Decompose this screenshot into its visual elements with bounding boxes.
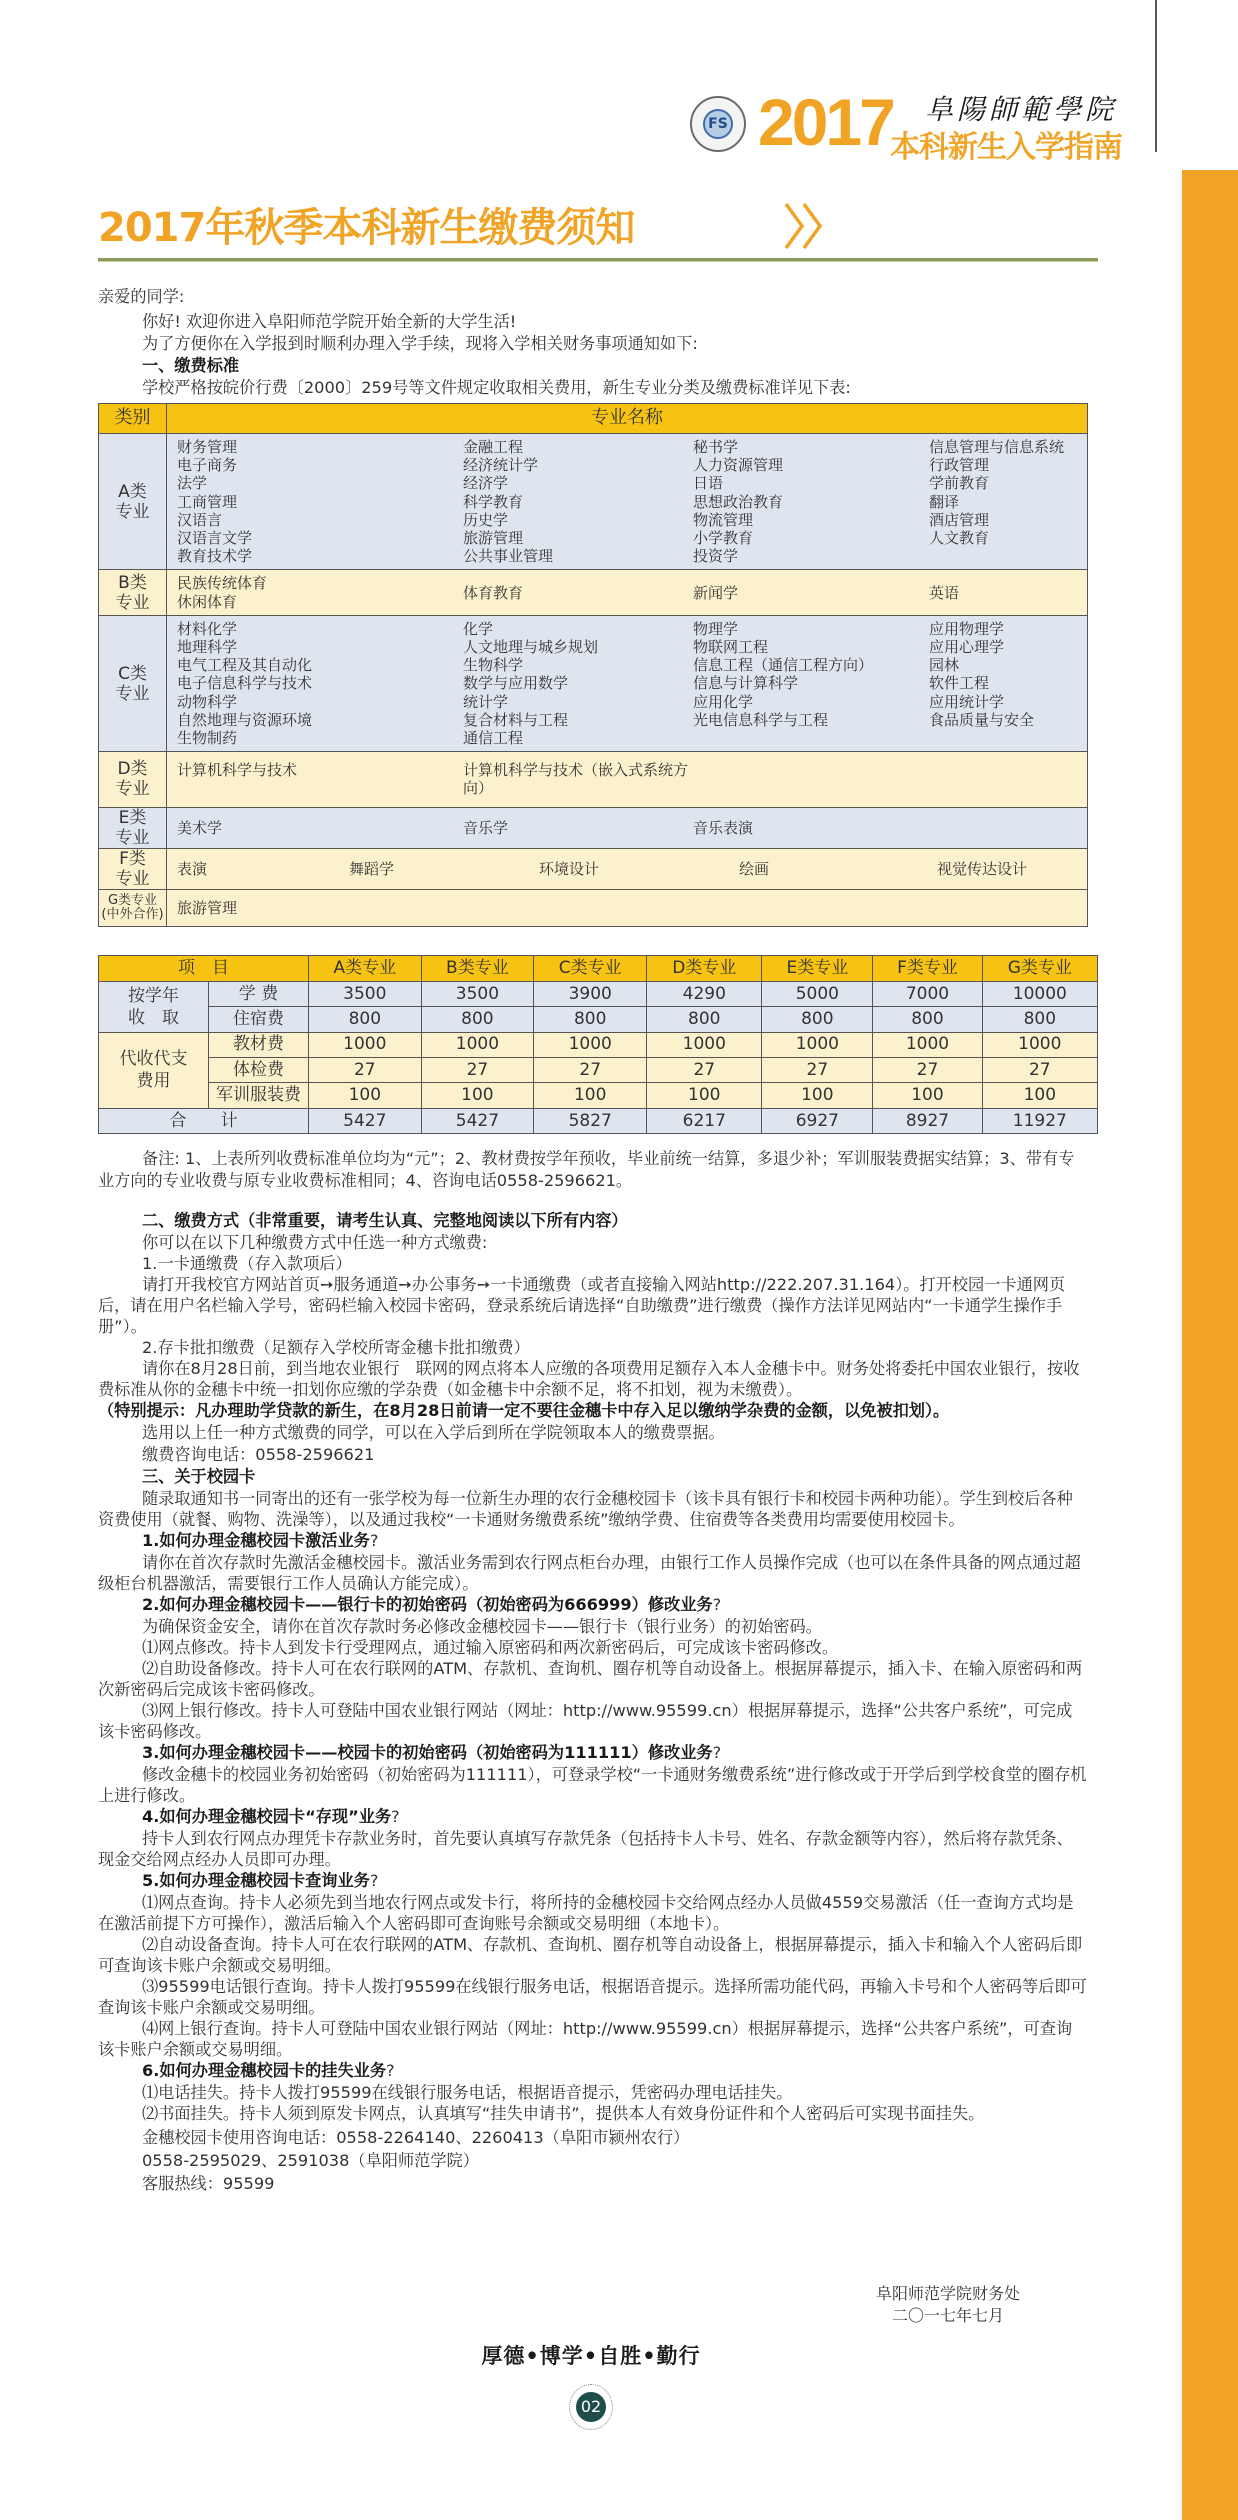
fee-value: 1000	[647, 1032, 762, 1057]
fee-total-value: 11927	[982, 1108, 1097, 1133]
major-name: 秘书学	[693, 438, 739, 456]
fee-value: 800	[309, 1007, 422, 1032]
fee-value: 1000	[309, 1032, 422, 1057]
major-name: 日语	[693, 474, 724, 493]
category-label-line: E类	[118, 807, 147, 828]
brand-year: 2017	[758, 85, 893, 159]
fee-value: 27	[762, 1058, 873, 1083]
major-name: 通信工程	[463, 729, 524, 748]
q5-option-4: ⑷网上银行查询。持卡人可登陆中国农业银行网站（网址：http://www.95599.cn）根据屏幕提示，选择“公共客户系统”，可查询该卡账户余额或交易明细。	[98, 2019, 1073, 2060]
major-column	[739, 860, 937, 878]
fee-item-name: 住宿费	[209, 1007, 309, 1032]
category-label-line: B类	[118, 572, 147, 593]
fee-column-header: F类专业	[873, 955, 982, 981]
major-name: 应用化学	[693, 692, 754, 711]
major-column	[937, 860, 1087, 878]
payment-phone: 缴费咨询电话：0558-2596621	[142, 1445, 375, 1465]
major-column	[349, 860, 539, 878]
fee-column-header: E类专业	[762, 955, 873, 981]
q2-heading: 2.如何办理金穗校园卡——银行卡的初始密码（初始密码为666999）修改业务?	[142, 1595, 722, 1615]
notice-text: 为了方便你在入学报到时顺利办理入学手续，现将入学相关财务事项通知如下:	[142, 334, 698, 353]
fee-total-value: 6927	[762, 1108, 873, 1133]
major-name: 休闲体育	[177, 592, 238, 611]
fee-value: 4290	[647, 981, 762, 1006]
major-name: 食品质量与安全	[929, 710, 1035, 729]
fee-note: 备注: 1、上表所列收费标准单位均为“元”；2、教材费按学年预收，毕业前统一结算，多退少补；军训服装费据实结算；3、带有专业方向的专业收费与原专业收费标准相同；4、咨询电话0558-2596621。	[98, 1149, 1075, 1191]
header-item: 项 目	[99, 955, 309, 981]
major-name: 科学教育	[463, 492, 524, 511]
fee-value: 100	[534, 1083, 647, 1108]
category-label	[99, 434, 167, 570]
card-contact-2: 0558-2595029、2591038（阜阳师范学院）	[142, 2151, 479, 2171]
major-name: 旅游管理	[177, 898, 238, 917]
major-name: 汉语言文学	[177, 529, 253, 548]
major-name: 舞蹈学	[349, 859, 395, 878]
major-name: 电子信息科学与技术	[177, 674, 313, 693]
q3-text: 修改金穗卡的校园业务初始密码（初始密码为111111），可登录学校“一卡通财务缴费系统”进行修改或于开学后到学校食堂的圈存机上进行修改。	[98, 1765, 1087, 1806]
major-names-cell	[167, 848, 1088, 889]
major-name: 生物科学	[463, 656, 524, 675]
major-row	[99, 848, 1088, 889]
fee-value: 800	[647, 1007, 762, 1032]
major-name: 材料化学	[177, 619, 238, 638]
fee-item-name: 学 费	[209, 981, 309, 1006]
fee-value: 1000	[534, 1032, 647, 1057]
fee-column-header: A类专业	[309, 955, 422, 981]
fee-value: 1000	[762, 1032, 873, 1057]
fee-value: 1000	[982, 1032, 1097, 1057]
fee-group-label-line: 按学年	[128, 985, 179, 1006]
fee-value: 27	[534, 1058, 647, 1083]
fee-value: 100	[309, 1083, 422, 1108]
major-names-cell	[167, 807, 1088, 848]
category-label-line: 专业	[115, 868, 150, 889]
major-column	[539, 860, 739, 878]
major-names-cell	[167, 752, 1088, 807]
major-names-cell	[167, 889, 1088, 926]
major-name: 投资学	[693, 547, 739, 566]
major-names-cell	[167, 570, 1088, 615]
category-label-line: 专业	[115, 827, 150, 848]
fee-item-name: 体检费	[209, 1058, 309, 1083]
major-name: 统计学	[463, 692, 509, 711]
q6-heading: 6.如何办理金穗校园卡的挂失业务?	[142, 2061, 395, 2081]
hotline: 客服热线：95599	[142, 2174, 275, 2194]
category-label	[99, 848, 167, 889]
major-name: 信息与计算科学	[693, 674, 799, 693]
fee-value: 800	[762, 1007, 873, 1032]
category-label-line: 专业	[115, 501, 150, 522]
major-name: 工商管理	[177, 492, 238, 511]
major-name: 动物科学	[177, 692, 238, 711]
major-column	[177, 761, 463, 797]
major-name: 翻译	[929, 492, 960, 511]
major-name: 绘画	[739, 859, 770, 878]
major-name: 新闻学	[693, 583, 739, 602]
major-row	[99, 615, 1088, 751]
major-name: 经济统计学	[463, 456, 539, 475]
q6-option-2: ⑵书面挂失。持卡人须到原发卡网点，认真填写“挂失申请书”，提供本人有效身份证件和个人密码后可实现书面挂失。	[142, 2104, 985, 2124]
major-column	[177, 860, 349, 878]
major-name: 自然地理与资源环境	[177, 710, 313, 729]
q5-option-1: ⑴网点查询。持卡人必须先到当地农行网点或发卡行，将所持的金穗校园卡交给网点经办人员做4559交易激活（任一查询方式均是在激活前提下方可操作），激活后输入个人密码即可查询账号余额或交易明细（本地卡）。	[98, 1893, 1074, 1934]
major-name: 体育教育	[463, 583, 524, 602]
category-label	[99, 570, 167, 615]
major-name: 园林	[929, 656, 960, 675]
major-column	[463, 761, 693, 797]
major-column	[177, 620, 463, 747]
major-column	[929, 584, 1079, 602]
fee-total-label: 合 计	[99, 1108, 309, 1133]
major-name: 应用物理学	[929, 619, 1005, 638]
seal-emblem-icon: FS	[703, 109, 733, 139]
signature-date: 二〇一七年七月	[892, 2306, 1005, 2325]
signature-block	[876, 2283, 1020, 2327]
section1-text: 学校严格按皖价行费〔2000〕259号等文件规定收取相关费用，新生专业分类及缴费标准详见下表:	[142, 378, 851, 397]
major-name: 旅游管理	[463, 529, 524, 548]
fee-value: 27	[647, 1058, 762, 1083]
major-name: 小学教育	[693, 529, 754, 548]
major-name: 电子商务	[177, 456, 238, 475]
major-column	[693, 584, 929, 602]
major-name: 汉语言	[177, 510, 223, 529]
fee-column-header: C类专业	[534, 955, 647, 981]
major-name: 复合材料与工程	[463, 710, 569, 729]
double-chevron-icon	[780, 200, 840, 252]
major-name: 音乐表演	[693, 818, 754, 837]
page-number: 02	[576, 2392, 606, 2422]
fee-item-name: 教材费	[209, 1032, 309, 1057]
major-name: 民族传统体育	[177, 574, 268, 593]
header-category: 类别	[99, 404, 167, 434]
major-name: 思想政治教育	[693, 492, 784, 511]
fee-value: 5000	[762, 981, 873, 1006]
method1-text: 请打开我校官方网站首页➙服务通道➙办公事务➙一卡通缴费（或者直接输入网站http://222.207.31.164）。打开校园一卡通网页后，请在用户名栏输入学号，密码栏输入校园卡密码，登录系统后请选择“自助缴费”进行缴费（操作方法详见网站内“一卡通学生操作手册”）。	[98, 1275, 1066, 1337]
fee-total-value: 5827	[534, 1108, 647, 1133]
fee-total-value: 5427	[309, 1108, 422, 1133]
major-column	[463, 819, 693, 837]
major-name: 地理科学	[177, 638, 238, 657]
q4-heading: 4.如何办理金穗校园卡“存现”业务?	[142, 1807, 400, 1827]
fee-group-label	[99, 981, 209, 1032]
category-label-line: F类	[119, 848, 146, 869]
method2-text: 请你在8月28日前，到当地农业银行 联网的网点将本人应缴的各项费用足额存入本人金穗卡中。财务处将委托中国农业银行，按收费标准从你的金穗卡中统一扣划你应缴的学杂费（如金穗卡中余额不足，将不扣划，视为未缴费）。	[98, 1359, 1080, 1400]
q5-heading: 5.如何办理金穗校园卡查询业务?	[142, 1871, 379, 1891]
major-column	[463, 438, 693, 565]
major-name: 应用统计学	[929, 692, 1005, 711]
q2-option-3: ⑶网上银行修改。持卡人可登陆中国农业银行网站（网址：http://www.95599.cn）根据屏幕提示，选择“公共客户系统”，可完成该卡密码修改。	[98, 1701, 1073, 1742]
major-name: 电气工程及其自动化	[177, 656, 313, 675]
category-label	[99, 615, 167, 751]
major-name: 英语	[929, 583, 960, 602]
q2-option-2: ⑵自助设备修改。持卡人可在农行联网的ATM、存款机、查询机、圈存机等自动设备上。根据屏幕提示，插入卡、在输入原密码和两次新密码后完成该卡密码修改。	[98, 1659, 1083, 1700]
category-label	[99, 889, 167, 926]
fee-total-value: 6217	[647, 1108, 762, 1133]
section2-intro: 你可以在以下几种缴费方式中任选一种方式缴费:	[142, 1233, 488, 1253]
major-name: 软件工程	[929, 674, 990, 693]
major-column	[177, 574, 463, 610]
fee-group-label-line: 代收代支	[119, 1049, 188, 1070]
major-name: 行政管理	[929, 456, 990, 475]
category-label-line: A类	[118, 481, 147, 502]
major-row	[99, 570, 1088, 615]
major-names-cell	[167, 615, 1088, 751]
fee-value: 800	[421, 1007, 534, 1032]
major-name: 教育技术学	[177, 547, 253, 566]
major-name: 信息工程（通信工程方向）	[693, 656, 874, 675]
major-name: 公共事业管理	[463, 547, 554, 566]
q1-text: 请你在首次存款时先激活金穗校园卡。激活业务需到农行网点柜台办理，由银行工作人员操作完成（也可以在条件具备的网点通过超级柜台机器激活，需要银行工作人员确认方能完成）。	[98, 1553, 1081, 1594]
major-name: 数学与应用数学	[463, 674, 569, 693]
major-row	[99, 752, 1088, 807]
category-label-line: G类专业	[107, 892, 158, 908]
major-name: 美术学	[177, 818, 223, 837]
fee-value: 800	[534, 1007, 647, 1032]
fee-value: 100	[873, 1083, 982, 1108]
major-name: 音乐学	[463, 818, 509, 837]
major-row	[99, 807, 1088, 848]
fee-column-header: D类专业	[647, 955, 762, 981]
fee-value: 100	[982, 1083, 1097, 1108]
major-column	[177, 438, 463, 565]
title-divider	[98, 258, 1098, 262]
fee-value: 7000	[873, 981, 982, 1006]
major-column	[463, 584, 693, 602]
q3-heading: 3.如何办理金穗校园卡——校园卡的初始密码（初始密码为111111）修改业务?	[142, 1743, 722, 1763]
major-name: 应用心理学	[929, 638, 1005, 657]
category-label-line: 专业	[115, 779, 150, 800]
fee-value: 800	[982, 1007, 1097, 1032]
fee-column-header: B类专业	[421, 955, 534, 981]
major-name: 物流管理	[693, 510, 754, 529]
major-name: 生物制药	[177, 729, 238, 748]
special-notice: （特别提示：凡办理助学贷款的新生，在8月28日前请一定不要往金穗卡中存入足以缴纳学杂费的金额，以免被扣划）。	[98, 1401, 950, 1421]
fee-row	[99, 1032, 1098, 1057]
fee-item-name: 军训服装费	[209, 1083, 309, 1108]
major-column	[929, 438, 1079, 565]
major-column	[463, 620, 693, 747]
major-name: 人文教育	[929, 529, 990, 548]
q2-text: 为确保资金安全，请你在首次存款时务必修改金穗校园卡——银行卡（银行业务）的初始密码。	[142, 1617, 822, 1637]
q2-option-1: ⑴网点修改。持卡人到发卡行受理网点，通过输入原密码和两次新密码后，可完成该卡密码修改。	[142, 1638, 839, 1658]
header-brand	[690, 85, 1152, 165]
fee-value: 100	[647, 1083, 762, 1108]
major-name: 信息管理与信息系统	[929, 438, 1065, 456]
major-name: 物联网工程	[693, 638, 769, 657]
category-label	[99, 752, 167, 807]
major-name: 经济学	[463, 474, 509, 493]
major-column	[693, 819, 929, 837]
major-column	[177, 819, 463, 837]
major-column	[929, 620, 1079, 747]
major-column	[693, 620, 929, 747]
major-name: 酒店管理	[929, 510, 990, 529]
signature-org: 阜阳师范学院财务处	[876, 2284, 1021, 2303]
method1-title: 1.一卡通缴费（存入款项后）	[142, 1254, 352, 1274]
fee-value: 3500	[421, 981, 534, 1006]
fee-total-value: 8927	[873, 1108, 982, 1133]
major-name: 人文地理与城乡规划	[463, 638, 599, 657]
card-contact-1: 金穗校园卡使用咨询电话：0558-2264140、2260413（阜阳市颍州农行）	[142, 2128, 690, 2148]
fee-value: 800	[873, 1007, 982, 1032]
school-motto: 厚德•博学•自胜•勤行	[481, 2343, 701, 2368]
major-name: 表演	[177, 859, 208, 878]
fee-row	[99, 1058, 1098, 1083]
section3-heading: 三、关于校园卡	[142, 1467, 256, 1487]
category-label-line: C类	[118, 663, 147, 684]
major-name: 金融工程	[463, 438, 524, 456]
major-category-table	[98, 403, 1088, 927]
major-name: 光电信息科学与工程	[693, 710, 829, 729]
fee-value: 3500	[309, 981, 422, 1006]
fee-total-value: 5427	[421, 1108, 534, 1133]
major-name: 化学	[463, 619, 494, 638]
fee-value: 27	[309, 1058, 422, 1083]
major-name: 计算机科学与技术（嵌入式系统方向）	[463, 761, 689, 798]
fee-group-label-line: 费用	[136, 1071, 171, 1092]
fee-value: 10000	[982, 981, 1097, 1006]
category-label-line: 专业	[115, 592, 150, 613]
fee-value: 100	[421, 1083, 534, 1108]
fee-value: 27	[982, 1058, 1097, 1083]
major-name: 计算机科学与技术	[177, 761, 298, 780]
greeting: 亲爱的同学:	[98, 287, 185, 306]
main-content	[98, 283, 1098, 2195]
major-name: 历史学	[463, 510, 509, 529]
fee-group-label	[99, 1032, 209, 1108]
major-name: 物理学	[693, 619, 739, 638]
q4-text: 持卡人到农行网点办理凭卡存款业务时，首先要认真填写存款凭条（包括持卡人卡号、姓名、存款金额等内容），然后将存款凭条、现金交给网点经办人员即可办理。	[98, 1829, 1073, 1870]
brand-guide-title: 本科新生入学指南	[890, 130, 1122, 165]
header-divider-line	[1155, 0, 1157, 152]
fee-value: 1000	[873, 1032, 982, 1057]
major-name: 法学	[177, 474, 208, 493]
receipt-text: 选用以上任一种方式缴费的同学，可以在入学后到所在学院领取本人的缴费票据。	[142, 1423, 725, 1443]
major-column	[177, 899, 463, 917]
major-name: 环境设计	[539, 859, 600, 878]
side-accent-bar	[1182, 170, 1238, 2520]
fee-value: 1000	[421, 1032, 534, 1057]
q5-option-3: ⑶95599电话银行查询。持卡人拨打95599在线银行服务电话，根据语音提示。选择所需功能代码，再输入卡号和个人密码等后即可查询该卡账户余额或交易明细。	[98, 1977, 1087, 2018]
major-column	[693, 438, 929, 565]
major-names-cell	[167, 434, 1088, 570]
category-label-line: D类	[117, 759, 148, 780]
fee-column-header: G类专业	[982, 955, 1097, 981]
section1-heading: 一、缴费标准	[142, 356, 240, 375]
fee-total-row	[99, 1108, 1098, 1133]
category-label-line: 专业	[115, 683, 150, 704]
q5-option-2: ⑵自动设备查询。持卡人可在农行联网的ATM、存款机、查询机、圈存机等自动设备上，根据屏幕提示，插入卡和输入个人密码后即可查询该卡账户余额或交易明细。	[98, 1935, 1083, 1976]
fee-row	[99, 981, 1098, 1006]
category-label	[99, 807, 167, 848]
fee-row	[99, 1007, 1098, 1032]
brand-school-name: 阜陽師範學院	[925, 93, 1118, 126]
fee-value: 100	[762, 1083, 873, 1108]
page-title: 2017年秋季本科新生缴费须知	[98, 205, 635, 251]
q6-option-1: ⑴电话挂失。持卡人拨打95599在线银行服务电话，根据语音提示，凭密码办理电话挂失。	[142, 2083, 793, 2103]
major-name: 财务管理	[177, 438, 238, 456]
fee-group-label-line: 收 取	[128, 1007, 179, 1028]
major-name: 视觉传达设计	[937, 859, 1028, 878]
major-row	[99, 889, 1088, 926]
section2-heading: 二、缴费方式（非常重要，请考生认真、完整地阅读以下所有内容）	[142, 1211, 628, 1231]
method2-title: 2.存卡批扣缴费（足额存入学校所寄金穗卡批扣缴费）	[142, 1338, 530, 1358]
category-label-line: (中外合作)	[101, 906, 164, 922]
fee-value: 3900	[534, 981, 647, 1006]
fee-row	[99, 1083, 1098, 1108]
school-seal-logo	[690, 96, 746, 152]
major-name: 学前教育	[929, 474, 990, 493]
header-major-names: 专业名称	[167, 404, 1088, 434]
major-name: 人力资源管理	[693, 456, 784, 475]
fee-value: 27	[421, 1058, 534, 1083]
fee-value: 27	[873, 1058, 982, 1083]
q1-heading: 1.如何办理金穗校园卡激活业务?	[142, 1531, 379, 1551]
welcome-text: 你好! 欢迎你进入阜阳师范学院开始全新的大学生活!	[142, 312, 517, 331]
section3-intro: 随录取通知书一同寄出的还有一张学校为每一位新生办理的农行金穗校园卡（该卡具有银行卡和校园卡两种功能）。学生到校后各种资费使用（就餐、购物、洗澡等），以及通过我校“一卡通财务缴费系统”缴纳学费、住宿费等各类费用均需要使用校园卡。	[98, 1489, 1073, 1530]
major-row	[99, 434, 1088, 570]
fee-standard-table	[98, 955, 1098, 1134]
